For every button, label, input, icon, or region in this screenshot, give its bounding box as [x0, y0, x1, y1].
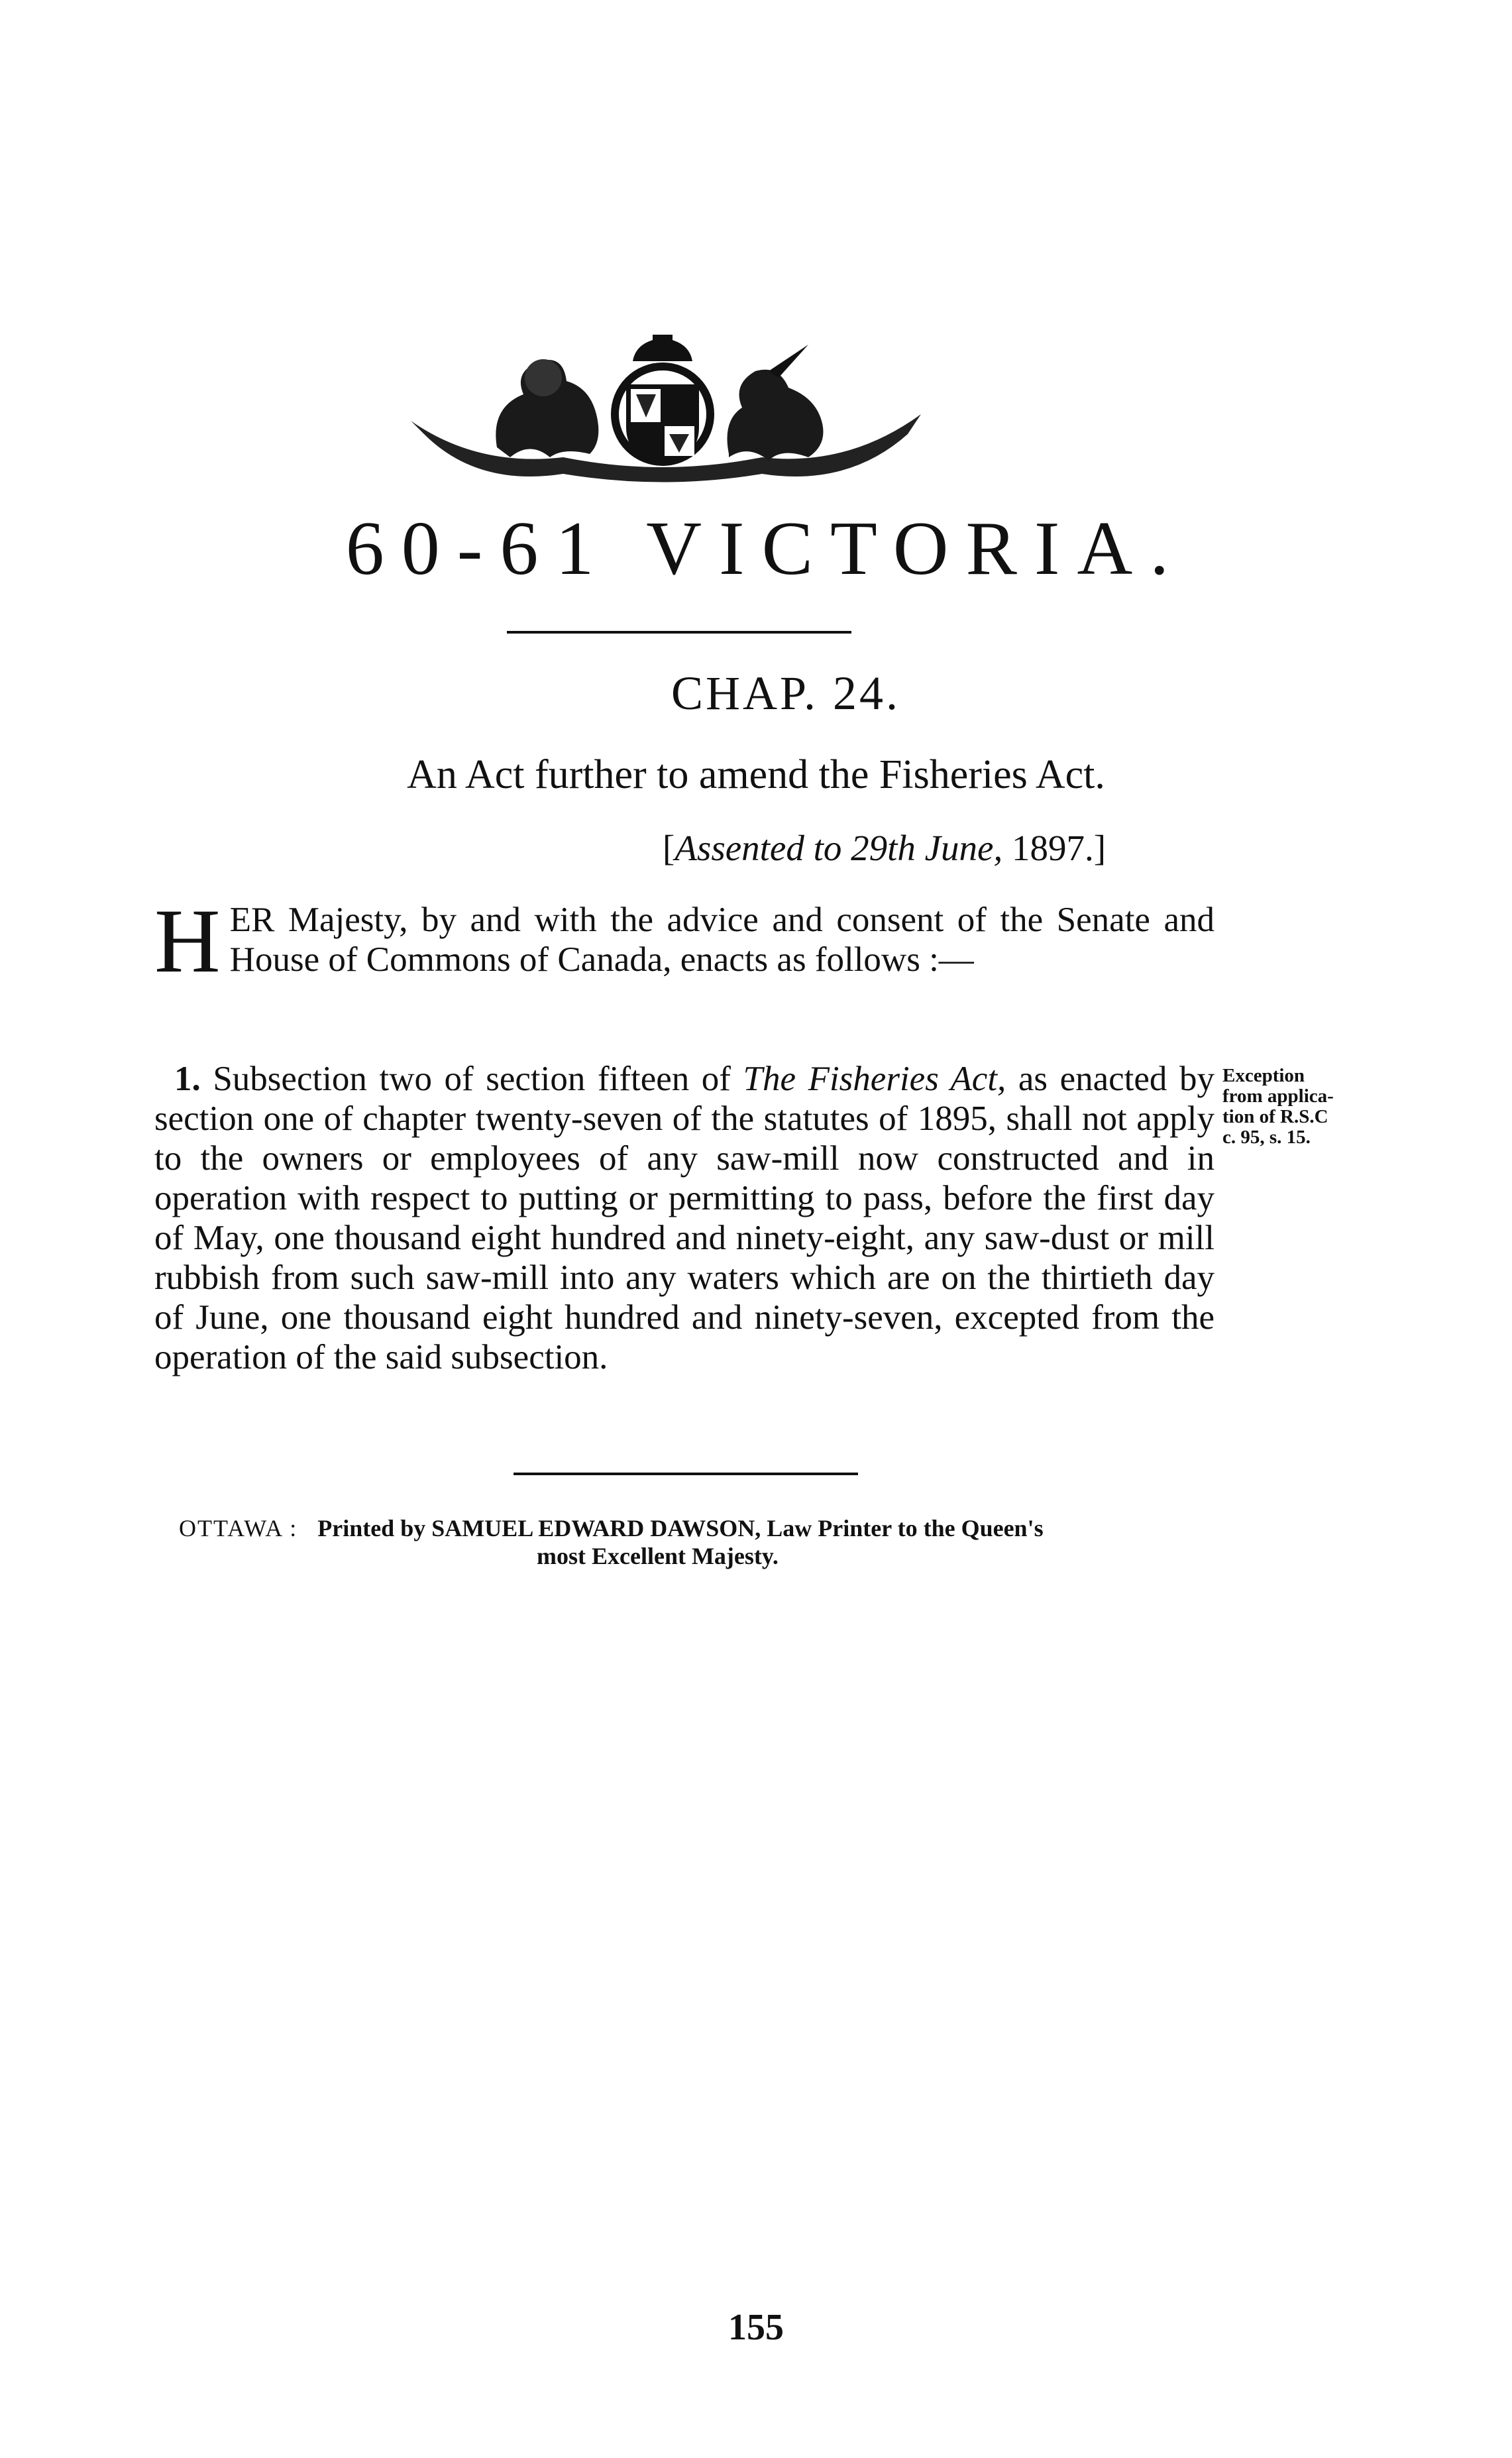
marginal-note — [1222, 1066, 1375, 1148]
act-name-reference: The Fisheries Act, — [743, 1060, 1006, 1098]
assent-bracket: [ — [663, 828, 675, 868]
marginal-note-line: c. 95, s. 15. — [1222, 1127, 1311, 1148]
assent-date — [663, 828, 1106, 869]
section-number: 1. — [174, 1060, 201, 1098]
imprint-city: OTTAWA : — [179, 1515, 298, 1541]
imprint-text: Printed by SAMUEL EDWARD DAWSON, Law Printer to the Queen's — [317, 1515, 1044, 1541]
preamble-text: ER Majesty, by and with the advice and consent of the Senate and House of Commons of Canada, enacts as follows :— — [229, 901, 1215, 979]
section-text-rest: as enacted by section one of chapter twenty-seven of the statutes of 1895, shall not apply to the owners or employees of any saw-mill now constructed and in operation with respect to putting or permitting to pass, before the first day of May, one thousand eight hundred and ninety-eight, any saw-dust or mill rubbish from such saw-mill into any waters which are on the thirtieth day of June, one thousand eight hundred and ninety-seven, excepted from the operation of the said subsection. — [154, 1060, 1215, 1376]
divider-rule — [507, 631, 851, 634]
drop-cap: H — [154, 890, 221, 991]
section-1-paragraph — [154, 1059, 1215, 1377]
act-title: An Act further to amend the Fisheries Act. — [407, 752, 1105, 797]
printer-imprint — [179, 1514, 1239, 1570]
chapter-heading: CHAP. 24. — [671, 667, 901, 720]
reign-heading: 60-61 VICTORIA. — [345, 506, 1187, 591]
assent-italic-text: Assented to 29th June, — [675, 828, 1003, 868]
page-number: 155 — [728, 2307, 784, 2348]
preamble-paragraph — [154, 890, 1215, 991]
section-text-start: Subsection two of section fifteen of — [200, 1060, 743, 1098]
marginal-note-line: from applica- — [1222, 1086, 1334, 1107]
imprint-text-line2: most Excellent Majesty. — [537, 1543, 779, 1569]
marginal-note-line: tion of R.S.C — [1222, 1106, 1328, 1127]
marginal-note-line: Exception — [1222, 1065, 1305, 1086]
divider-rule — [513, 1473, 858, 1475]
assent-year: 1897.] — [1002, 828, 1107, 868]
royal-coat-of-arms-emblem — [398, 335, 928, 487]
